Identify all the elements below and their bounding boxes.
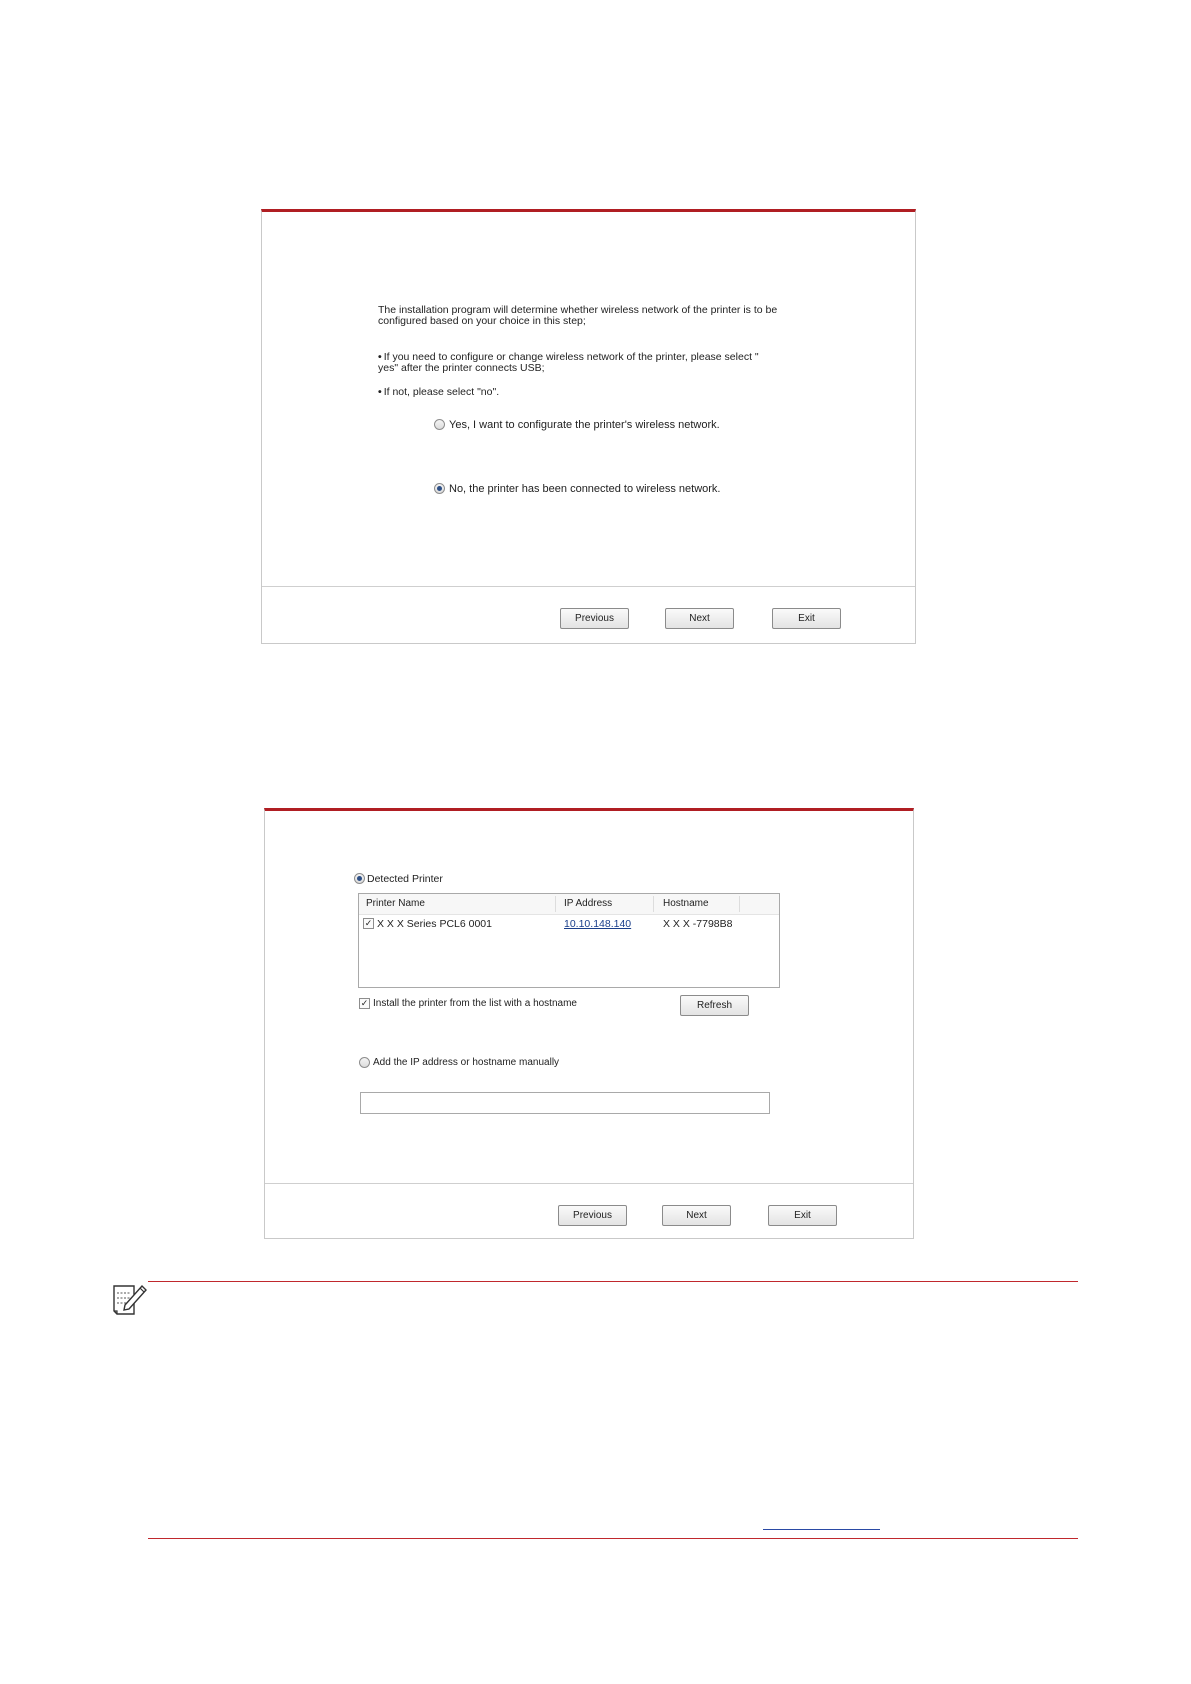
bullet-configure-text: If you need to configure or change wireless network of the printer, please select " (383, 351, 759, 363)
install-hostname-checkbox[interactable]: ✓ (360, 998, 369, 1008)
hyperlink-underline[interactable] (763, 1529, 880, 1530)
intro-text-line1: The installation program will determine whether wireless network of the printer is to be (378, 304, 778, 316)
next-button[interactable]: Next (662, 1205, 731, 1226)
column-separator (555, 896, 556, 912)
note-top-rule (148, 1281, 1078, 1282)
bullet-configure-line1: • If you need to configure or change wireless network of the printer, please select " (378, 351, 759, 363)
install-hostname-label[interactable]: Install the printer from the list with a hostname (373, 998, 577, 1009)
footer-divider (265, 1183, 913, 1184)
exit-button[interactable]: Exit (772, 608, 841, 629)
row-ip-address[interactable]: 10.10.148.140 (564, 918, 632, 930)
note-pencil-icon (112, 1283, 148, 1322)
column-ip-address[interactable]: IP Address (564, 898, 613, 909)
row-printer-name: X X X Series PCL6 0001 (377, 918, 492, 930)
radio-yes-label[interactable]: Yes, I want to configurate the printer's wireless network. (449, 419, 720, 431)
add-manually-label[interactable]: Add the IP address or hostname manually (373, 1057, 560, 1068)
row-checkbox[interactable]: ✓ (364, 918, 373, 928)
bullet-no-line: • If not, please select "no". (378, 386, 500, 398)
next-button[interactable]: Next (665, 608, 734, 629)
column-hostname[interactable]: Hostname (663, 898, 709, 909)
previous-button[interactable]: Previous (560, 608, 629, 629)
radio-add-manually[interactable] (359, 1057, 370, 1068)
wireless-config-dialog (261, 209, 916, 644)
detected-printer-label[interactable]: Detected Printer (367, 873, 443, 885)
column-printer-name[interactable]: Printer Name (366, 898, 425, 909)
printer-list[interactable] (358, 893, 780, 988)
ip-hostname-input[interactable] (360, 1092, 770, 1114)
exit-button[interactable]: Exit (768, 1205, 837, 1226)
note-bottom-rule (148, 1538, 1078, 1539)
row-hostname: X X X -7798B8 (663, 918, 733, 930)
select-printer-dialog (264, 808, 914, 1239)
previous-button[interactable]: Previous (558, 1205, 627, 1226)
refresh-button[interactable]: Refresh (680, 995, 749, 1016)
radio-detected-printer[interactable] (354, 873, 365, 884)
column-separator (653, 896, 654, 912)
bullet-configure-line2: yes" after the printer connects USB; (378, 362, 545, 374)
radio-yes-configure[interactable] (434, 419, 445, 430)
radio-no-label[interactable]: No, the printer has been connected to wireless network. (449, 483, 721, 495)
bullet-no-text: If not, please select "no". (383, 386, 500, 398)
footer-divider (262, 586, 915, 587)
column-separator (739, 896, 740, 912)
intro-text-line2: configured based on your choice in this step; (378, 315, 586, 327)
printer-list-header (359, 894, 779, 915)
radio-no-connected[interactable] (434, 483, 445, 494)
